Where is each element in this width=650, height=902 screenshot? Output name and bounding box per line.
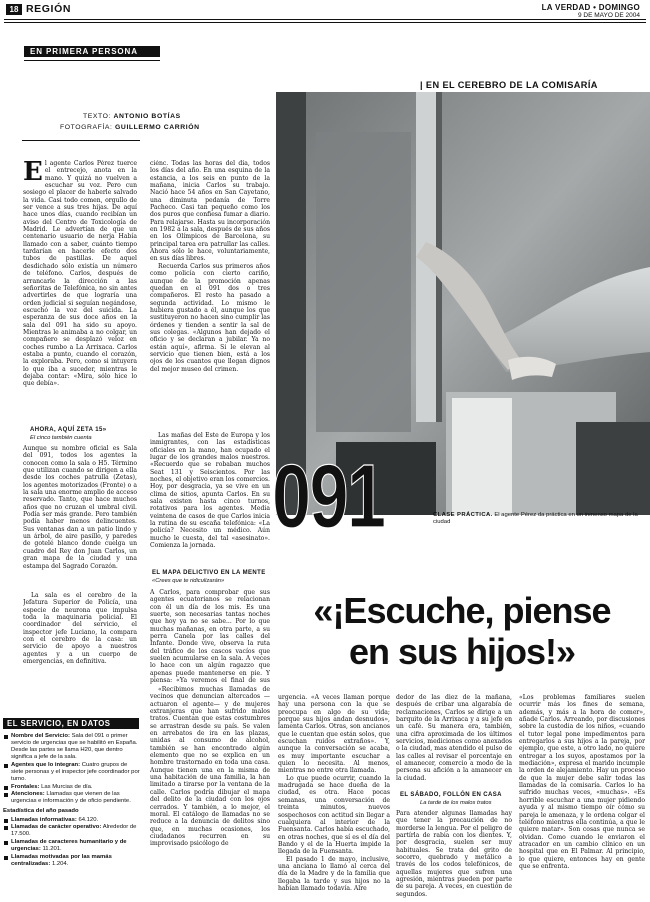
- servicio-item: Agentes que lo integran: Cuatro grupos de siete personas y el inspector jefe coordinador por turno.: [3, 762, 141, 783]
- article-column-1: El agente Carlos Pérez tuerce el entrecejo, anota en la mano. Y quizá no vuelven a escuchar su voz. Pero cun sosiego el placer de haberle salvado la vida. Casi todo comen, orgullo de ser vence a sus tres hijas. De aquí hace unos días, cuando recibían un aviso del Centro de Toxicología de Madrid. Le advertían de que un centenario usuario de nerja Había llamado con a saber, cuánto tiempo tardarían en hacerle efecto dos tubos de pastillas. De aquel desdichado sólo existía un número de teléfono. Carlos, después de arrancarle la dirección a las señoritas de Telefónica, no sin antes advertirles de que lograría una orden judicial si seguían negándose, escuchó la voz del suicida. La esperanza de sus doce años en la sala del 091 ha sido su apoyo. Mientras le animaba a no colgar, un compañero se desplazó veloz en coches rumbo a La Arrixaca. Carlos estaba a punto, cuando el corazón, la exploraba. Pero, como si intuyera lo que iba a suceder, mientras le dejaba contar: «Mira, sólo hice lo que debía».: [23, 160, 137, 388]
- photo-caption: CLASE PRÁCTICA. El agente Pérez da práctica en un inmenso mapa de la ciudad: [433, 512, 638, 525]
- servicio-stat: Llamadas de caracteres humanitario y de urgencias: 11.201.: [3, 839, 141, 853]
- kicker: | EN EL CEREBRO DE LA COMISARÍA: [420, 80, 598, 90]
- subhead-ahora: AHORA, AQUÍ ZETA 15»: [30, 427, 107, 433]
- article-column-5: «Los problemas familiares suelen ocurrir más los fines de semana, además, y más a la hora de comer», añade Carlos. Arreando, por discusiones sobre la custodia de los niños, «cuando el tutor legal pone impedimentos para entregarlos a sus hijos a la pareja, por ejemplo, que este, a otro lado, no quiere entregar a los suyos, apostamos por la mediación», expresa el marido incumple la orden de alejamiento. Hay un proceso de que la mujer debe salir todas las llamadas de la comisaría. Carlos lo ha sufrido muchas veces, «muchas». «Es horrible escuchar a una mujer pidiendo ayuda y al mismo tiempo oír cómo su pareja le amenaza, y le ordena colgar el teléfono mientras ella continúa, a que le quiere matar». Son cosas que nunca se olvidan. Como cuando le enviaron el atracador en un cambio clínico en un hospital que en El Palmar. Al principio, lo que quiere, entonces hay en gente que se enfrenta.: [519, 694, 645, 870]
- servicio-box: [3, 733, 141, 868]
- article-column-2d: «Recibimos muchas llamadas de vecinos que denuncian altercados —actuaron el agente— y de mujeres extranjeras que han sufrido malos tratos. Cuentan que estas costumbres se arrastran desde su país. Se valen en arrebatos de ira en las plazas, unidas al consumo de alcohol, también se han encontrado algún elemento que no se explica en un hombre trastornado en toda una casa. Aunque tienen una en la misma de una habitación de una familia, la han limitado a tirarse por la ventana de la calle. Carlos podría dibujar el mapa del delito de la ciudad con los ojos cerrados. Y también, a lo mejor, el moral. El catálogo de llamadas no se reduce a la denuncia de delitos sino que, en muchas ocasiones, los ciudadanos recurren en su improvisado psicólogo de: [150, 686, 270, 848]
- article-column-4b: Para atender algunas llamadas hay que tener la precaución de no morderse la lengua. Por el peligro de partírla de rabia con los dientes. Y, por desgracia, suelen ser muy habituales. Se trata del grito de socorro, quebrado y metálico a través de los codos telefónicos, de aquellas mujeres que sufren una agresión, mientras pueden por parte de su pareja. A veces, en cuestión de segundos.: [396, 810, 512, 898]
- publication-date: 9 DE MAYO DE 2004: [577, 12, 640, 19]
- servicio-stat: Llamadas de carácter operativo: Alrededor de 17.500.: [3, 824, 141, 838]
- section-title: REGIÓN: [26, 3, 72, 15]
- subhead-sabado: EL SÁBADO, FOLLÓN EN CASA: [400, 792, 502, 798]
- subhead-mapa-tag: «Crees que te ridiculizarán»: [152, 578, 225, 584]
- servicio-item: Atenciones: Llamadas que vienen de las urgencias e información y de oficio pendiente.: [3, 791, 141, 805]
- servicio-item: Nombre del Servicio: Sala del 091 o primer servicio de urgencias que se habilitó en España. Desde las partes se llama H20, que dentro significa a jefe de la sala.: [3, 733, 141, 761]
- servicio-item: Frontales: Las Murcias de día.: [3, 784, 141, 791]
- publication-name: LA VERDAD • DOMINGO: [541, 3, 640, 12]
- subhead-mapa: EL MAPA DELICTIVO EN LA MENTE: [152, 570, 266, 576]
- subhead-ahora-tag: El cinco también cuenta: [30, 435, 92, 441]
- servicio-stats-title: Estadística del año pasado: [3, 808, 79, 815]
- header-rule: [4, 19, 646, 20]
- byline-photo: FOTOGRAFÍA: GUILLERMO CARRIÓN: [60, 124, 200, 131]
- rubric-rule: [24, 60, 160, 61]
- headline: «¡Escuche, piense en sus hijos!»: [313, 590, 611, 672]
- subhead-sabado-tag: La tarde de los malos tratos: [420, 800, 492, 806]
- drop-cap: E: [23, 160, 43, 187]
- servicio-title: EL SERVICIO, EN DATOS: [3, 718, 139, 729]
- article-column-2b: Las mañas del Este de Europa y los inmigrantes, con las estadísticas oficiales en la mano, han ocupado el lugar de los grandes malos nuestros. «Recuerdo que se robaban muchos Seat 131 y Seiscientos. Por las noches, el objetivo eran los comercios. Hoy, por desgracia, ya se vive en un clima de sitios, apunta Carlos. En su sala existen hasta cinco turnos, rotativos para los agentes. Media veintena de casos de que Carlos inicia la rutina de su escaña telefónica: «La policía? Necesito un médico. Aún mucho le cuesta, del tal «asesinato». Comienza la jornada.: [150, 432, 270, 550]
- byline-text: TEXTO: ANTONIO BOTÍAS: [83, 113, 181, 120]
- article-column-2c: A Carlos, para comprobar que sus agentes ecuatorianos se relacionan con él un día de los mis. Es una suerte, son necesarias tantas noches que hoy ya no se sabe... Por lo que muchas mañanas, en otra parte, a su perra Canela por las calles del Infante. Donde vive, observa la ruta del tráfico de los cascos vacíos que suelen acumularse en la sala. A veces lo hace con un algún ragazzo que apenas puede mantenerse en pie. Y piensa: «Ya veremos el final de sus: [150, 589, 270, 684]
- servicio-stat: Llamadas motivadas por las mamás centralizadas: 1.204.: [3, 854, 141, 868]
- rubric-bar: EN PRIMERA PERSONA: [24, 46, 160, 57]
- article-column-3: urgencia. «A veces llaman porque hay una persona con la que se preocupa en algo de su vida; porque sus hijos andan desnudos», lamenta Carlos. Otras, son ancianos que le cuentan que están solos, que escuchan ruidos extraños». Y, aunque la conversación se acaba, es muy importante escuchar a quien lo necesita. Al menos, mientras no entre otra llamada. Lo que puede ocurrir, cuando la madrugada se hace dueña de la ciudad, es otra. Hace pocas semanas, una conversación de treinta minutos, nuevos sospechosos con actitud sin llegar a cualquiera al interior de la Fuensanta. Carlos había escuchado, en otras noches, que sí es el día del Bando y el de la Huerta impide la llegada de la Fuensanta. El pasado 1 de mayo, inclusive, una anciana lo llamó al cerca del día de la Madre y de la familia que llegaba la tarde y sus hijos no la habían llamado todavía. Alre: [278, 694, 390, 892]
- header-rule-thin: [4, 22, 646, 23]
- article-column-4: dedor de las diez de la mañana, después de cribar una algarabía de reclamaciones, Carlos se dirige a un barquito de la Arrixaca y a su jefe en un café. Su manera era, también, una cifra aproximada de los últimos servicios, mediciones como anexados o la ciudad, mas atendido el pulso de las calles al revisar el porcentaje en el amanecer, comercio a modo de la persona su afición a la amanecer en la ciudad.: [396, 694, 512, 782]
- big-number-091: 091: [272, 447, 385, 547]
- article-column-1c: La sala es el cerebro de la Jefatura Superior de Policía, una especie de neurona que impulsa toda la maquinaria policial. El coordinador del servicio, el inspector jefe Luciano, la compara con el cerebro de la casa: un servicio de apoyo a nuestros agentes y a un cuerpo de emergencias, en definitiva.: [23, 592, 137, 666]
- article-column-2: ciénc. Todas las horas del día, todos los días del año. En una esquina de la estancia, a los seis en punto de la mañana, inicia Carlos su trabajo. Nació hace 54 años en San Cayetano, una diminuta pedanía de Torre Pacheco. Casi tan pequeño como los dos puros que confiesa fumar a diario. Para relajarse. Hasta su incorporación en 1982 a la sala, después de sus años en los Olímpicos de Barcelona, su principal tarea era patrullar las calles. Ahora sólo le hace, voluntariamente, en sus días libres. Recuerda Carlos sus primeros años como policía con cierto cariño, aunque de la promoción apenas quedan en el 091 dos o tres compañeros. El resto ha pasado a segunda actividad. Lo mismo le hubiera gustado a él, aunque los que sustituyeron no hacen sino cumplir las órdenes y tienden a sentir la sal de sus colegas. «Algunos han dejado el oficio y se declaran a jubilar. Ya no están aquí», afirma. Si le elevan al servicio que tienen bien, está a los ojos de los cuantos que llegan dignos del mejor museo del crimen.: [150, 160, 270, 373]
- page-number: 18: [6, 4, 22, 15]
- byline-rule: [22, 140, 140, 141]
- article-column-1b: Aunque su nombre oficial es Sala del 091, todos los agentes la conocen como la sala o H5. Término que utilizan cuando se dirigen a ella desde los coches patrulla (Zetas), los agentes motorizados (Fronte) o a la sala una enorme amplio de acceso reservado. Tanto, que hace muchos años que no cruzan el umbral civil. Podía ser más grande. Pero también podía haber menos delincuentes. Sus ventanas dan a un patio lindo y un árbol, de aire pasillo, y paredes de gotelé blanco donde cuelga un cuadro del Rey don Juan Carlos, un gran mapa de la ciudad y una estampa del Sagrado Corazón.: [23, 445, 137, 570]
- servicio-stat: Llamadas informativas: 64.120.: [3, 817, 141, 824]
